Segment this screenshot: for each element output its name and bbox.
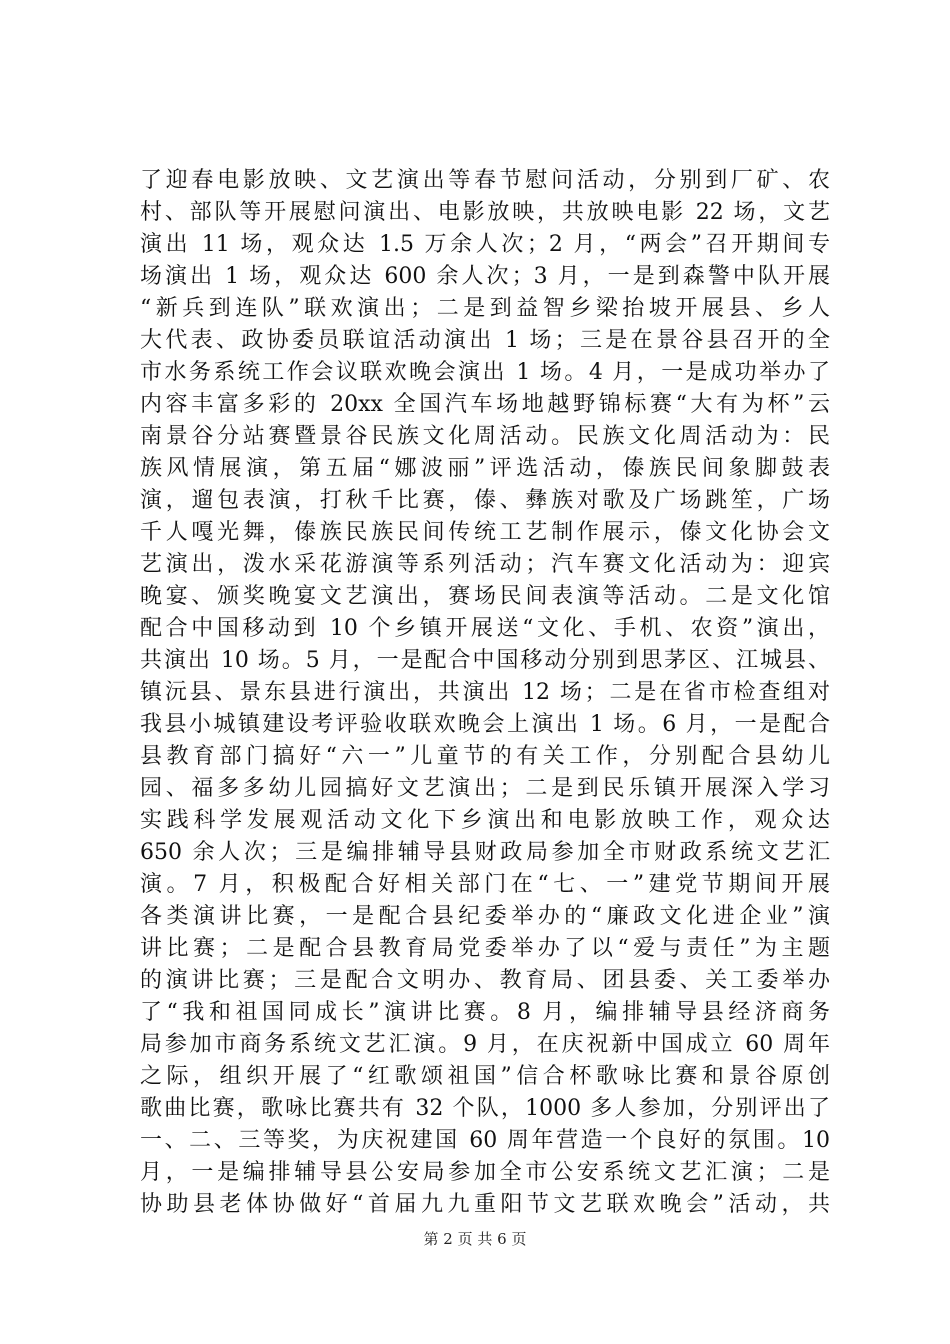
text-line: 协助县老体协做好“首届九九重阳节文艺联欢晚会”活动，共 <box>140 1192 830 1217</box>
text-line: 了“我和祖国同成长”演讲比赛。8 月，编排辅导县经济商务 <box>140 1000 830 1025</box>
text-line: 局参加市商务系统文艺汇演。9 月，在庆祝新中国成立 60 周年 <box>140 1032 830 1057</box>
text-line: 各类演讲比赛，一是配合县纪委举办的“廉政文化进企业”演 <box>140 904 830 929</box>
text-line: 园、福多多幼儿园搞好文艺演出；二是到民乐镇开展深入学习 <box>140 776 830 801</box>
text-line: 歌曲比赛，歌咏比赛共有 32 个队，1000 多人参加，分别评出了 <box>140 1096 830 1121</box>
text-line: 族风情展演，第五届“娜波丽”评选活动，傣族民间象脚鼓表 <box>140 456 830 481</box>
text-line: 晚宴、颁奖晚宴文艺演出，赛场民间表演等活动。二是文化馆 <box>140 584 830 609</box>
text-line: 镇沅县、景东县进行演出，共演出 12 场；二是在省市检查组对 <box>140 680 830 705</box>
text-line: 的演讲比赛；三是配合文明办、教育局、团县委、关工委举办 <box>140 968 830 993</box>
text-line: 演。7 月，积极配合好相关部门在“七、一”建党节期间开展 <box>140 872 830 897</box>
text-line: 了迎春电影放映、文艺演出等春节慰问活动，分别到厂矿、农 <box>140 168 830 193</box>
text-line: 演，遛包表演，打秋千比赛，傣、彝族对歌及广场跳笙，广场 <box>140 488 830 513</box>
text-line: 大代表、政协委员联谊活动演出 1 场；三是在景谷县召开的全 <box>140 328 830 353</box>
page-number-footer: 第 2 页 共 6 页 <box>423 1230 527 1248</box>
text-line: 艺演出，泼水采花游演等系列活动；汽车赛文化活动为：迎宾 <box>140 552 830 577</box>
text-line: 内容丰富多彩的 20xx 全国汽车场地越野锦标赛“大有为杯”云 <box>140 392 830 417</box>
text-line: “新兵到连队”联欢演出；二是到益智乡梁抬坡开展县、乡人 <box>140 296 830 321</box>
text-line: 实践科学发展观活动文化下乡演出和电影放映工作，观众达 <box>140 808 830 833</box>
body-text <box>140 165 830 1221</box>
text-line: 月，一是编排辅导县公安局参加全市公安系统文艺汇演；二是 <box>140 1160 830 1185</box>
text-line: 市水务系统工作会议联欢晚会演出 1 场。4 月，一是成功举办了 <box>140 360 830 385</box>
text-line: 650 余人次；三是编排辅导县财政局参加全市财政系统文艺汇 <box>140 840 830 865</box>
text-line: 之际，组织开展了“红歌颂祖国”信合杯歌咏比赛和景谷原创 <box>140 1064 830 1089</box>
text-line: 我县小城镇建设考评验收联欢晚会上演出 1 场。6 月，一是配合 <box>140 712 830 737</box>
text-line: 配合中国移动到 10 个乡镇开展送“文化、手机、农资”演出， <box>140 616 830 641</box>
text-line: 县教育部门搞好“六一”儿童节的有关工作，分别配合县幼儿 <box>140 744 830 769</box>
text-line: 千人嘎光舞，傣族民族民间传统工艺制作展示，傣文化协会文 <box>140 520 830 545</box>
text-line: 一、二、三等奖，为庆祝建国 60 周年营造一个良好的氛围。10 <box>140 1128 830 1153</box>
text-line: 讲比赛；二是配合县教育局党委举办了以“爱与责任”为主题 <box>140 936 830 961</box>
text-line: 演出 11 场，观众达 1.5 万余人次；2 月，“两会”召开期间专 <box>140 232 830 257</box>
text-line: 村、部队等开展慰问演出、电影放映，共放映电影 22 场，文艺 <box>140 200 830 225</box>
text-line: 场演出 1 场，观众达 600 余人次；3 月，一是到森警中队开展 <box>140 264 830 289</box>
text-line: 共演出 10 场。5 月，一是配合中国移动分别到思茅区、江城县、 <box>140 648 830 673</box>
text-line: 南景谷分站赛暨景谷民族文化周活动。民族文化周活动为：民 <box>140 424 830 449</box>
